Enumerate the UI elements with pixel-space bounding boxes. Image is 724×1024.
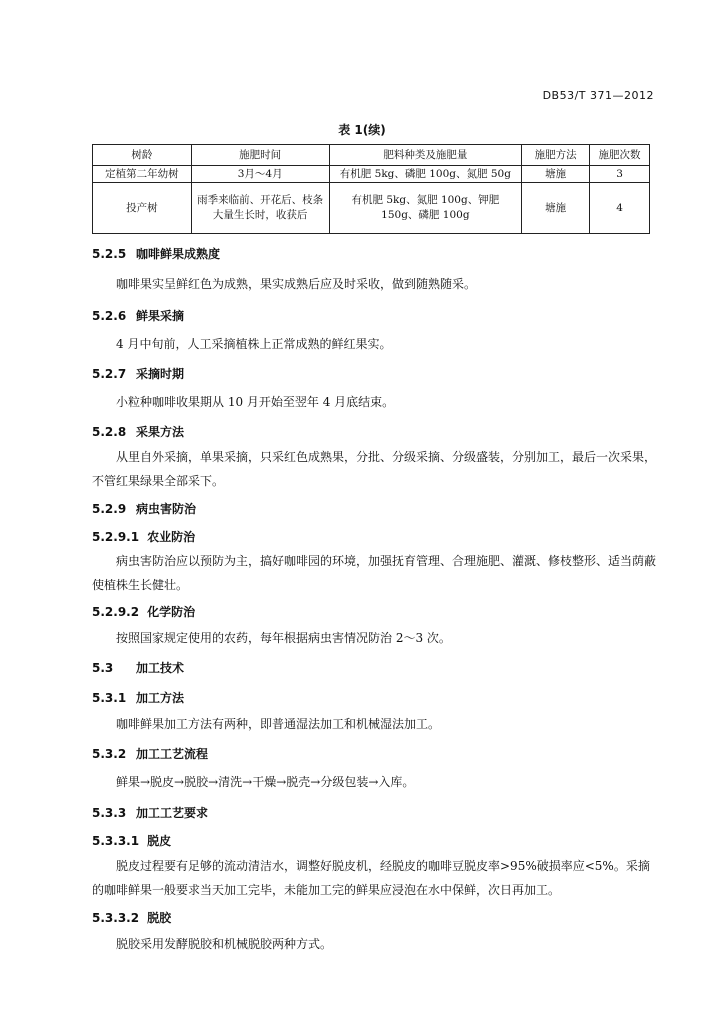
cell-fertilize-method: 塘施 <box>522 183 590 234</box>
paragraph: 脱皮过程要有足够的流动清洁水，调整好脱皮机，经脱皮的咖啡豆脱皮率>95%破损率应<5%。采摘的咖啡鲜果一般要求当天加工完毕，未能加工完的鲜果应浸泡在水中保鲜，次日再加工。 <box>92 859 650 897</box>
fertilization-table <box>92 144 650 234</box>
cell-fertilize-count: 3 <box>590 166 650 183</box>
section-heading: 5.2.7 采摘时期 <box>92 367 185 381</box>
section-heading: 5.2.9.1 农业防治 <box>92 530 196 544</box>
paragraph: 病虫害防治应以预防为主，搞好咖啡园的环境，加强抚育管理、合理施肥、灌溉、修枝整形、适当荫蔽使植株生长健壮。 <box>92 554 657 592</box>
section-heading: 5.3.2 加工工艺流程 <box>92 747 209 761</box>
table-row <box>93 166 650 183</box>
table-header-row <box>93 145 650 166</box>
paragraph: 按照国家规定使用的农药，每年根据病虫害情况防治 2～3 次。 <box>116 631 451 645</box>
paragraph: 咖啡鲜果加工方法有两种，即普通湿法加工和机械湿法加工。 <box>116 717 441 731</box>
header-fertilizer-type: 肥料种类及施肥量 <box>329 145 522 166</box>
section-heading: 5.2.9.2 化学防治 <box>92 605 196 619</box>
section-heading: 5.2.5 咖啡鲜果成熟度 <box>92 247 221 261</box>
section-heading: 5.2.6 鲜果采摘 <box>92 309 185 323</box>
header-fertilize-time: 施肥时间 <box>191 145 329 166</box>
cell-fertilize-count: 4 <box>590 183 650 234</box>
cell-fertilize-method: 塘施 <box>522 166 590 183</box>
header-fertilize-count: 施肥次数 <box>590 145 650 166</box>
section-heading: 5.3.1 加工方法 <box>92 691 185 705</box>
cell-tree-age: 定植第二年幼树 <box>93 166 192 183</box>
section-heading: 5.3.3.2 脱胶 <box>92 911 172 925</box>
cell-tree-age: 投产树 <box>93 183 192 234</box>
cell-fertilizer-type: 有机肥 5kg、氮肥 100g、钾肥 150g、磷肥 100g <box>329 183 522 234</box>
section-heading: 5.2.9 病虫害防治 <box>92 502 197 516</box>
section-heading: 5.2.8 采果方法 <box>92 425 185 439</box>
document-code: DB53/T 371—2012 <box>542 89 654 102</box>
paragraph: 小粒种咖啡收果期从 10 月开始至翌年 4 月底结束。 <box>116 395 395 409</box>
cell-fertilize-time: 雨季来临前、开花后、枝条大量生长时，收获后 <box>191 183 329 234</box>
table-title: 表 1(续) <box>338 123 386 137</box>
cell-fertilizer-type: 有机肥 5kg、磷肥 100g、氮肥 50g <box>329 166 522 183</box>
section-heading: 5.3.3.1 脱皮 <box>92 834 172 848</box>
section-heading: 5.3.3 加工工艺要求 <box>92 806 209 820</box>
header-fertilize-method: 施肥方法 <box>522 145 590 166</box>
paragraph: 从里自外采摘，单果采摘，只采红色成熟果，分批、分级采摘、分级盛装，分别加工，最后一次采果，不管红果绿果全部采下。 <box>92 450 657 488</box>
paragraph: 4 月中旬前，人工采摘植株上正常成熟的鲜红果实。 <box>116 337 392 351</box>
cell-fertilize-time: 3月～4月 <box>191 166 329 183</box>
table-row <box>93 183 650 234</box>
paragraph: 脱胶采用发酵脱胶和机械脱胶两种方式。 <box>116 937 333 951</box>
header-tree-age: 树龄 <box>93 145 192 166</box>
section-heading: 5.3 加工技术 <box>92 661 185 675</box>
paragraph: 咖啡果实呈鲜红色为成熟，果实成熟后应及时采收，做到随熟随采。 <box>116 277 477 291</box>
paragraph: 鲜果→脱皮→脱胶→清洗→干燥→脱壳→分级包装→入库。 <box>116 775 415 789</box>
